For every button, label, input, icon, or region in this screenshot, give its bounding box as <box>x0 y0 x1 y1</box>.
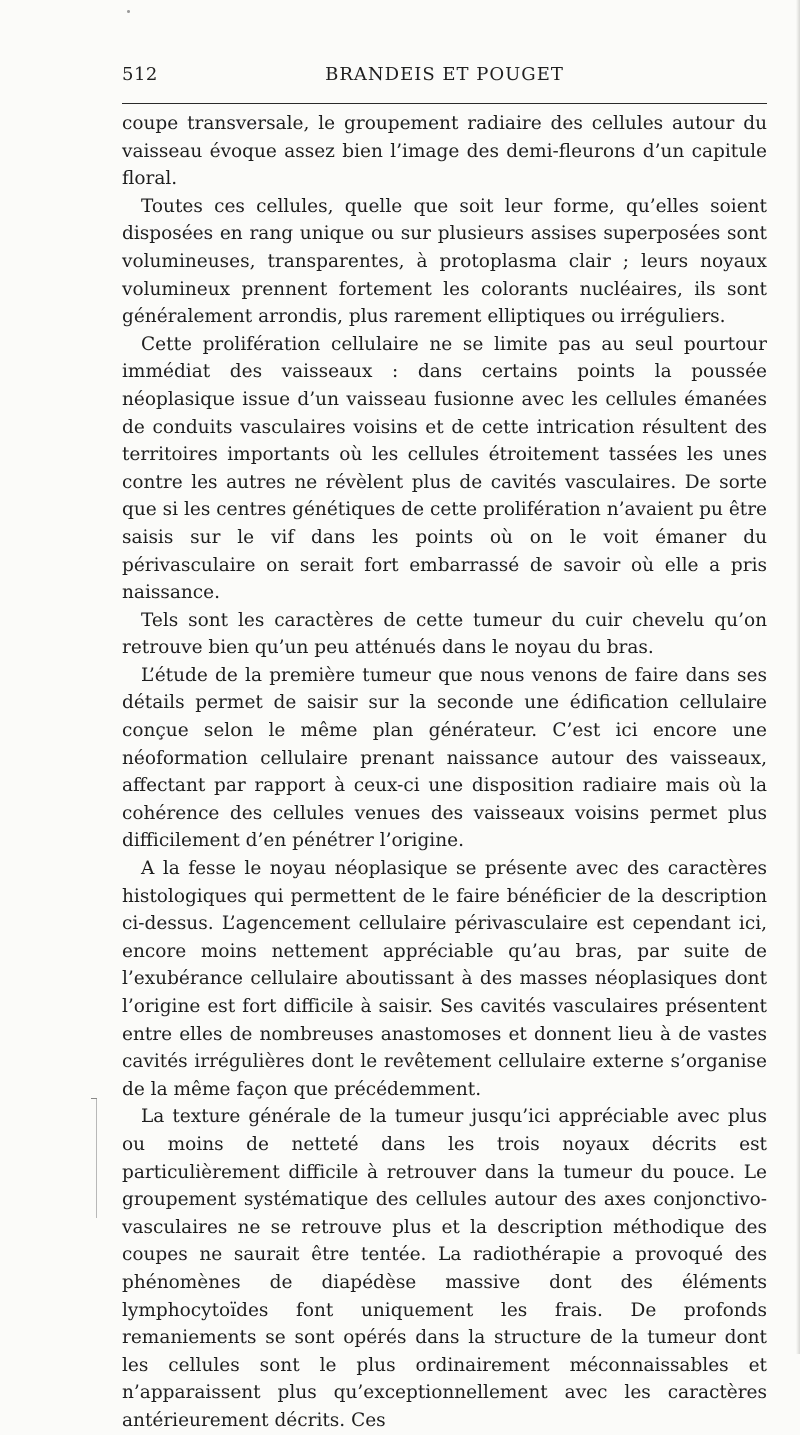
page-header <box>122 64 767 92</box>
page-number: 512 <box>122 64 158 85</box>
paragraph-7: La texture générale de la tumeur jusqu’ici appréciable avec plus ou moins de netteté dans les trois noyaux décrits est particulièrement difficile à retrouver dans la tumeur du pouce. Le groupement systématique des cellules autour des axes conjonctivo-vasculaires ne se retrouve plus et la description méthodique des coupes ne saurait être tentée. La radiothérapie a provoqué des phénomènes de diapédèse massive dont des éléments lymphocytoïdes font uniquement les frais. De profonds remaniements se sont opérés dans la structure de la tumeur dont les cellules sont le plus ordinairement méconnaissables et n’apparaissent plus qu’exceptionnellement avec les caractères antérieurement décrits. Ces <box>122 1106 767 1431</box>
page-edge-shadow <box>796 0 800 1354</box>
paragraph-6: A la fesse le noyau néoplasique se présente avec des caractères histologiques qui permettent de le faire bénéficier de la description ci-dessus. L’agencement cellulaire périvasculaire est cependant ici, encore moins nettement appréciable qu’au bras, par suite de l’exubérance cellulaire aboutissant à des masses néoplasiques dont l’origine est fort difficile à saisir. Ses cavités vasculaires présentent entre elles de nombreuses anastomoses et donnent lieu à de vastes cavités irrégulières dont le revêtement cellulaire externe s’organise de la même façon que précédemment. <box>122 858 767 1100</box>
paragraph-1: coupe transversale, le groupement radiaire des cellules autour du vaisseau évoque assez bien l’image des demi-fleurons d’un capitule floral. <box>122 113 767 190</box>
paragraph-4: Tels sont les caractères de cette tumeur du cuir chevelu qu’on retrouve bien qu’un peu atténués dans le noyau du bras. <box>122 609 767 659</box>
paragraph-5: L’étude de la première tumeur que nous venons de faire dans ses détails permet de saisir sur la seconde une édification cellulaire conçue selon le même plan générateur. C’est ici encore une néoformation cellulaire prenant naissance autour des vaisseaux, affectant par rapport à ceux-ci une disposition radiaire mais où la cohérence des cellules venues des vaisseaux voisins permet plus difficilement d’en pénétrer l’origine. <box>122 664 767 852</box>
paragraph-3: Cette prolifération cellulaire ne se limite pas au seul pourtour immédiat des vaisseaux : dans certains points la poussée néoplasique issue d’un vaisseau fusionne avec les cellules émanées de conduits vasculaires voisins et de cette intrication résultent des territoires importants où les cellules étroitement tassées les unes contre les autres ne révèlent plus de cavités vasculaires. De sorte que si les centres génétiques de cette prolifération n’avaient pu être saisis sur le vif dans les points où on le voit émaner du périvasculaire on serait fort embarrassé de savoir où elle a pris naissance. <box>122 333 767 604</box>
header-rule <box>122 103 767 104</box>
body-text <box>122 110 767 1435</box>
paragraph-2: Toutes ces cellules, quelle que soit leur forme, qu’elles soient disposées en rang unique ou sur plusieurs assises superposées sont volumineuses, transparentes, à protoplasma clair ; leurs noyaux volumineux prennent fortement les colorants nucléaires, ils sont généralement arrondis, plus rarement elliptiques ou irréguliers. <box>122 195 767 328</box>
print-speck <box>127 10 130 13</box>
running-title: BRANDEIS ET POUGET <box>325 64 564 85</box>
margin-pencil-mark <box>96 1098 105 1218</box>
